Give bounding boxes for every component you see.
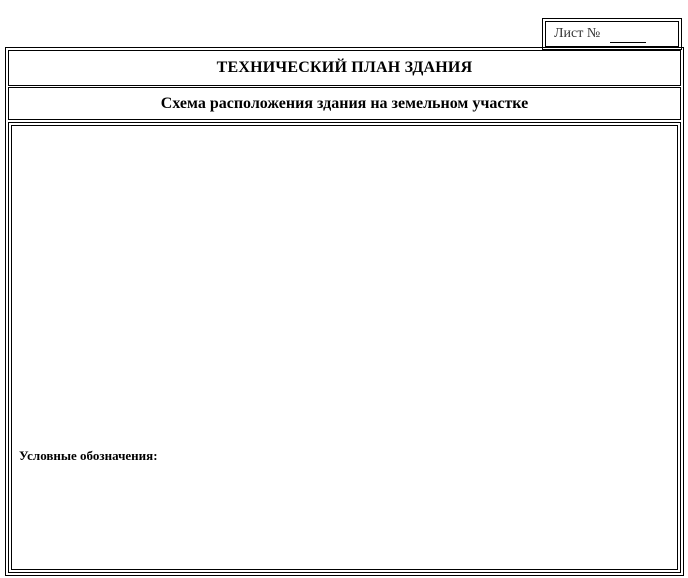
scheme-inner-frame [11, 125, 678, 570]
legend-label: Условные обозначения: [19, 448, 158, 463]
sheet-number-inner-frame [545, 21, 679, 47]
scheme-area [8, 122, 681, 573]
main-inner [8, 50, 681, 573]
main-frame [5, 47, 684, 576]
document-subtitle: Схема расположения здания на земельном участке [8, 87, 681, 120]
sheet-number-blank-line [610, 42, 646, 43]
sheet-number-label: Лист № [554, 26, 601, 41]
sheet-number-box [542, 18, 682, 50]
document-title: ТЕХНИЧЕСКИЙ ПЛАН ЗДАНИЯ [8, 50, 681, 86]
